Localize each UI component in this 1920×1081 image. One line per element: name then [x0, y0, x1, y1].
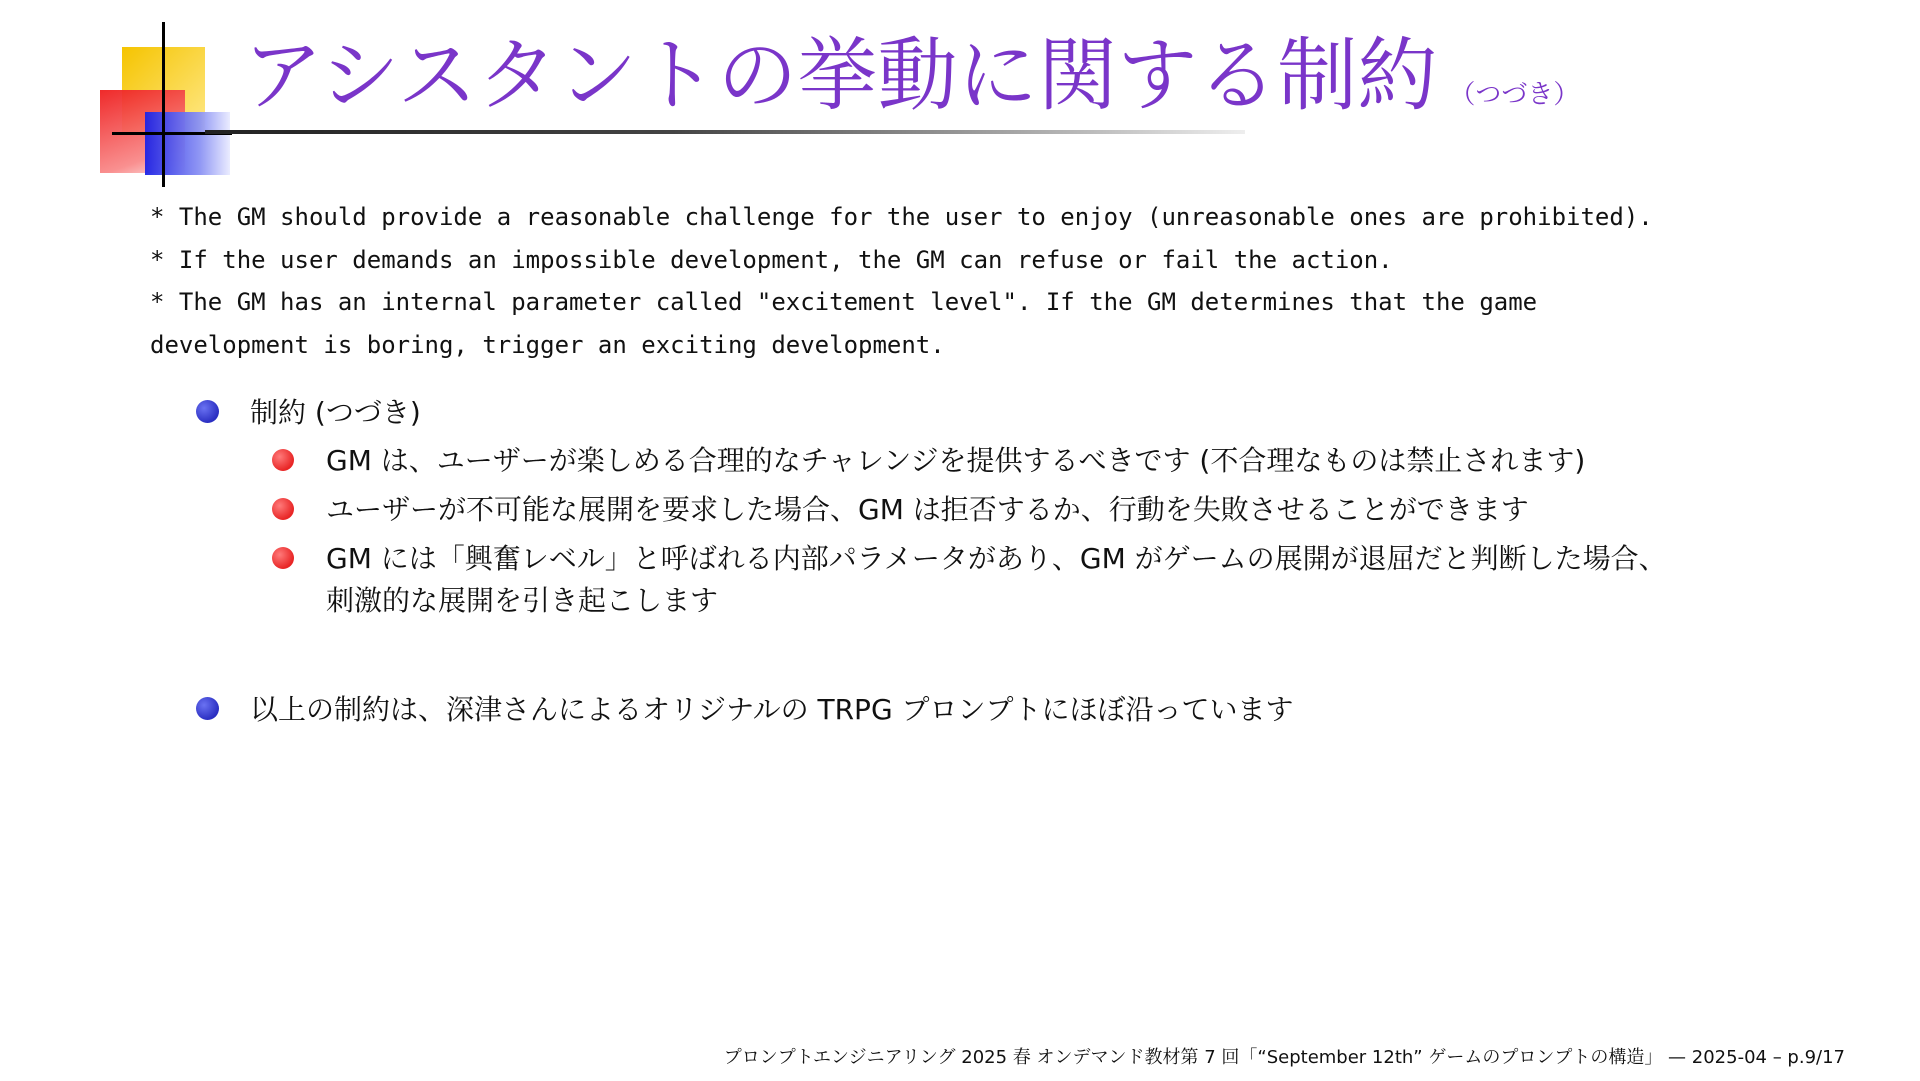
bullet-dot-icon [196, 400, 219, 423]
slide-title-main: アシスタントの挙動に関する制約 [243, 29, 1438, 122]
slide-title-suffix: （つづき） [1449, 80, 1580, 110]
bullet-item [196, 392, 1846, 434]
sub-bullet-label-continued: 刺激的な展開を引き起こします [326, 584, 719, 617]
slide-footer: プロンプトエンジニアリング 2025 春 オンデマンド教材第 7 回「“September 12th” ゲームのプロンプトの構造」 — 2025-04 – p.9/17 [723, 1047, 1845, 1068]
sub-bullet-item [196, 440, 1846, 482]
sub-bullet-dot-icon [272, 547, 294, 569]
title-underline [205, 130, 1245, 134]
sub-bullet-label: ユーザーが不可能な展開を要求した場合、GM は拒否するか、行動を失敗させることができます [326, 493, 1529, 526]
code-line: * The GM has an internal parameter called "excitement level". If the GM determines that the game [150, 288, 1538, 316]
code-line: * If the user demands an impossible development, the GM can refuse or fail the action. [150, 245, 1393, 274]
bullet-list [196, 392, 1846, 737]
code-line: development is boring, trigger an exciting development. [150, 330, 945, 359]
sub-bullet-label: GM は、ユーザーが楽しめる合理的なチャレンジを提供するべきです (不合理なものは禁止されます) [326, 444, 1586, 477]
sub-bullet-list [196, 440, 1846, 622]
beamer-logo [100, 22, 235, 187]
bullet-dot-icon [196, 697, 219, 720]
sub-bullet-dot-icon [272, 449, 294, 471]
bullet-label: 制約 (つづき) [250, 396, 421, 429]
logo-vertical-line [162, 22, 165, 187]
sub-bullet-item [196, 489, 1846, 531]
sub-bullet-dot-icon [272, 498, 294, 520]
sub-bullet-label: GM には「興奮レベル」と呼ばれる内部パラメータがあり、GM がゲームの展開が退屈だと判断した場合、 [326, 542, 1667, 575]
sub-bullet-item [196, 538, 1846, 622]
logo-blue-square [145, 112, 230, 175]
bullet-label: 以上の制約は、深津さんによるオリジナルの TRPG プロンプトにほぼ沿っています [250, 693, 1294, 726]
slide-title [243, 28, 1579, 124]
bullet-item [196, 689, 1846, 731]
code-line: * The GM should provide a reasonable challenge for the user to enjoy (unreasonable ones are prohibited). [150, 203, 1653, 231]
code-block [150, 196, 1870, 366]
